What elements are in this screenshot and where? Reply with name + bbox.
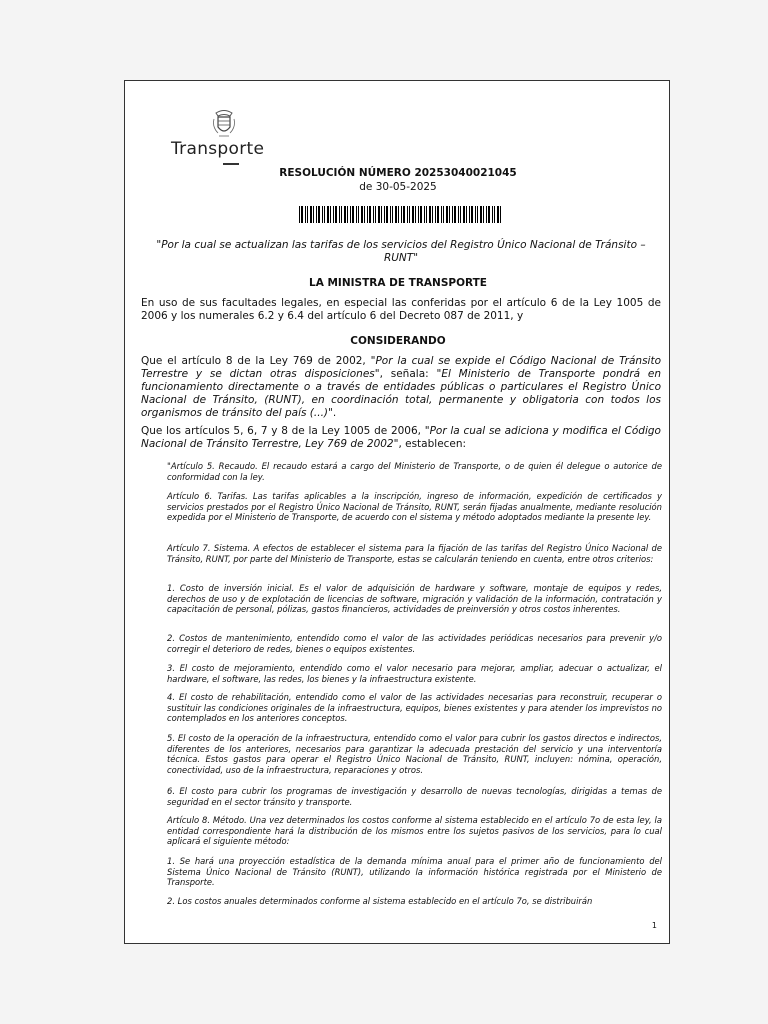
- logo-text: Transporte: [171, 139, 265, 159]
- para1-text-a: Que el artículo 8 de la Ley 769 de 2002,: [141, 355, 371, 367]
- document-page: [124, 80, 670, 944]
- page-number: 1: [651, 921, 657, 930]
- barcode: [299, 206, 505, 223]
- quote-item-3: 3. El costo de mejoramiento, entendido como el valor necesario para mejorar, ampliar, adecuar o actualizar, el hardware, el software, las redes, los bienes y la infraestructura existente.: [167, 663, 662, 684]
- quote-articulo-6: Artículo 6. Tarifas. Las tarifas aplicables a la inscripción, ingreso de información, expedición de certificados y servicios prestados por el Registro Único Nacional de Tránsito, RUNT, serán fijadas anualmente, mediante resolución expedida por el Ministerio de Transporte, de acuerdo con el sistema y método adoptados mediante la presente ley.: [167, 491, 662, 523]
- considerando-paragraph-2: [141, 425, 661, 451]
- preamble-paragraph: En uso de sus facultades legales, en especial las conferidas por el artículo 6 de la Ley 1005 de 2006 y los numerales 6.2 y 6.4 del artículo 6 del Decreto 087 de 2011, y: [141, 297, 661, 322]
- para1-law-title: "Por la cual se expide el Código Nacional de Tránsito Terrestre y se dictan otras disposiciones": [141, 355, 661, 380]
- quote-articulo-7: Artículo 7. Sistema. A efectos de establecer el sistema para la fijación de las tarifas del Registro Único Nacional de Tránsito, RUNT, por parte del Ministerio de Transporte, estas se calcularán teniendo en cuenta, entre otros criterios:: [167, 543, 662, 564]
- quote-item-6: 6. El costo para cubrir los programas de investigación y desarrollo de nuevas tecnologías, dirigidas a temas de seguridad en el sector tránsito y transporte.: [167, 786, 662, 807]
- resolution-title: RESOLUCIÓN NÚMERO 20253040021045: [279, 167, 517, 179]
- authority-heading: LA MINISTRA DE TRANSPORTE: [309, 277, 487, 289]
- quote-metodo-1: 1. Se hará una proyección estadística de la demanda mínima anual para el primer año de funcionamiento del Sistema Único Nacional de Tránsito (RUNT), utilizando la información histórica registrada por el Ministerio de Transporte.: [167, 856, 662, 888]
- coat-of-arms-logo: [169, 109, 279, 139]
- para1-quote: "El Ministerio de Transporte pondrá en funcionamiento directamente o a través de entidades públicas o particulares el Registro Único Nacional de Tránsito, (RUNT), en coordinación total, permanente y obligatoria con todos los organismos de tránsito del país (...)": [141, 368, 662, 419]
- quote-metodo-2: 2. Los costos anuales determinados conforme al sistema establecido en el artículo 7o, se distribuirán: [167, 896, 593, 906]
- quote-item-5: 5. El costo de la operación de la infraestructura, entendido como el valor para cubrir los gastos directos e indirectos, diferentes de los anteriores, necesarios para garantizar la adecuada prestación del servicio y una interventoría técnica. Estos gastos para operar el Registro Único Nacional de Tránsito, RUNT, incluyen: nómina, operación, conectividad, uso de la infraestructura, reparaciones y otros.: [167, 733, 662, 775]
- para1-text-e: .: [332, 407, 337, 419]
- para2-text-c: , establecen:: [398, 438, 467, 450]
- logo-underline: [223, 163, 239, 165]
- para2-law-title: "Por la cual se adiciona y modifica el Código Nacional de Tránsito Terrestre, Ley 769 de 2002": [141, 425, 661, 450]
- para2-text-a: Que los artículos 5, 6, 7 y 8 de la Ley 1005 de 2006,: [141, 425, 425, 437]
- considerando-paragraph-1: [141, 355, 661, 420]
- coat-of-arms-icon: [210, 109, 238, 139]
- quote-item-1: 1. Costo de inversión inicial. Es el valor de adquisición de hardware y software, montaje de equipos y redes, derechos de uso y de explotación de licencias de software, migración y validación de la información, contratación y capacitación de personal, pólizas, gastos financieros, actividades de preinversión y otros costos inherentes.: [167, 583, 662, 615]
- quote-articulo-5: "Artículo 5. Recaudo. El recaudo estará a cargo del Ministerio de Transporte, o de quien él delegue o autorice de conformidad con la ley.: [167, 461, 662, 482]
- resolution-date: de 30-05-2025: [359, 181, 437, 193]
- quote-item-2: 2. Costos de mantenimiento, entendido como el valor de las actividades periódicas necesarios para prevenir y/o corregir el deterioro de redes, bienes o equipos existentes.: [167, 633, 662, 654]
- quote-articulo-8: Artículo 8. Método. Una vez determinados los costos conforme al sistema establecido en el artículo 7o de esta ley, la entidad correspondiente hará la distribución de los mismos entre los sujetos pasivos de los servicios, para lo cual aplicará el siguiente método:: [167, 815, 662, 847]
- resolution-subject: "Por la cual se actualizan las tarifas de los servicios del Registro Único Nacional de Tránsito – RUNT": [156, 239, 646, 264]
- considerando-heading: CONSIDERANDO: [350, 335, 446, 347]
- para1-text-c: , señala:: [379, 368, 437, 380]
- quote-item-4: 4. El costo de rehabilitación, entendido como el valor de las actividades necesarias para reconstruir, recuperar o sustituir las condiciones originales de la infraestructura, equipos, bienes existentes y para atender los imprevistos no contemplados en los anteriores conceptos.: [167, 692, 662, 724]
